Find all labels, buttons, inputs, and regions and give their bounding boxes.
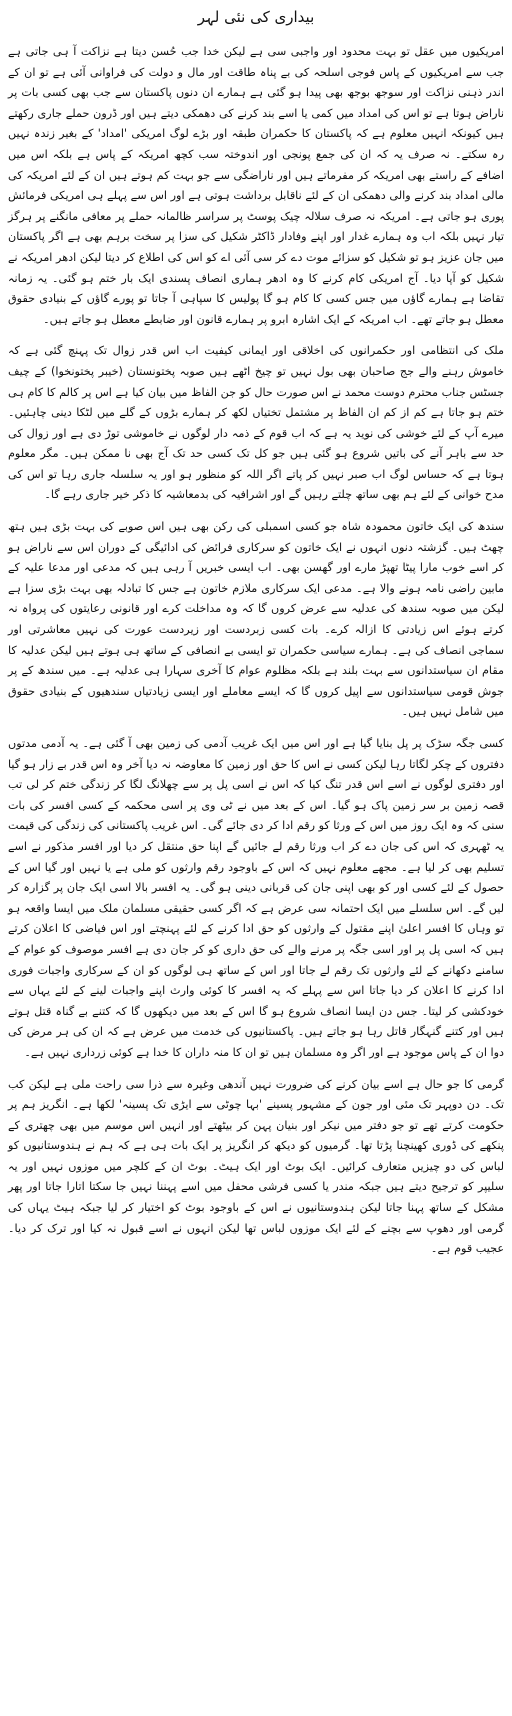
article-paragraph: کسی جگہ سڑک پر پل بنایا گیا ہے اور اس میں ایک غریب آدمی کی زمین بھی آ گئی ہے۔ یہ آدمی مدتوں دفتروں کے چکر لگاتا رہا لیکن کسی نے اس کا حق اور زمین کا معاوضہ نہ دیا آخر وہ اس قدر بے زار ہو گیا اور دفتری لوگوں نے اسے اس قدر تنگ کیا کہ اس نے اسی پل پر سے چھلانگ لگا کر زندگی ختم کر لی تب قصہ زمین بر سر زمین پاک ہو گیا۔ اس کے بعد میں نے ٹی وی پر اسی محکمہ کے کسی افسر کی بات سنی کہ وہ ایک روز میں اس کے ورثا کو رقم ادا کر دی جائے گی۔ اس غریب پاکستانی کی زندگی کی قیمت یہ ٹھہری کہ اس کی جان دے کر اب ورثا رقم لے جائیں گے اپنا حق منتقل کر دیا اور افسر مذکور نے اسے تسلیم بھی کر لیا ہے۔ مجھے معلوم نہیں کہ اس کے باوجود رقم وارثوں کو ملی ہے یا نہیں اور گیا اس کے حصول کے لئے کسی اور کو بھی اپنی جان کی قربانی دینی ہو گی۔ یہ افسر بالا اسی ایک جان پر گزارہ کر لیں گے۔ اس سلسلے میں ایک احتمانہ سی عرض ہے کہ اگر کسی حقیقی مسلمان ملک میں ایسا واقعہ ہو تو وہاں کا افسر اعلیٰ اپنے مقتول کے وارثوں کو حق ادا کرنے کے لئے پہنچتے اور اس فیاضی کا اعلان کرتے ہیں کہ اسی پل پر اور اسی جگہ پر مرنے والے کی حق داری کو کر جان دی ہے افسر موصوف کو عوام کے سامنے دکھانے کے لئے وارثوں تک رقم لے جاتا اور اس کے ساتھ ہی لوگوں کو ان کے سرکاری واجبات فوری ادا کرنے کا اعلان کر دیا جاتا اس سے پہلے کہ یہ افسر کا کوئی وارث اپنے واجبات لینے کے لئے یہاں سے خودکشی کر لیتا۔ جس دن ایسا انصاف شروع ہو گا اس کے بعد میں دیکھوں گا کہ کتنے بے گناہ قتل ہوتے ہیں اور کتنے گنہگار قاتل رہا ہو جاتے ہیں۔ پاکستانیوں کی خدمت میں عرض ہے کہ ان کی ہر مرض کی دوا ان کے پاس موجود ہے اور اگر وہ مسلمان ہیں تو ان کا منہ داران کا خدا ہے کوئی زرداری نہیں ہے۔	[8, 737, 504, 1059]
article-paragraph: امریکیوں میں عقل تو بہت محدود اور واجبی سی ہے لیکن خدا جب حُسن دیتا ہے نزاکت آ ہی جاتی ہے جب سے امریکیوں کے پاس فوجی اسلحہ کی بے پناہ طاقت اور مال و دولت کی فراوانی آئی ہے تو ان کے اندر ذہنی نزاکت اور سوجھ بوجھ بھی پیدا ہو گئی ہے ہمارے ان دنوں پاکستان سے جب بھی کسی بات پر ناراض ہوتا ہے تو اس کی امداد میں کمی یا اسے بند کرنے کی دھمکی دیتے ہیں اور ڈرون حملے جاری رکھتے ہیں کیونکہ انہیں معلوم ہے کہ پاکستان کا حکمران طبقہ اور بڑے لوگ امریکی 'امداد' کے بغیر زندہ نہیں رہ سکتے۔ نہ صرف یہ کہ ان کی جمع پونجی اور اندوختہ سب کچھ امریکہ کے پاس ہے بلکہ اس میں اضافے کے راستے بھی امریکہ کر مفرماتے ہیں اور ناراضگی سے جو بہت کم ہوتے ہیں ان کے لئے امریکہ کی مالی امداد بند کرنے والی دھمکی ان کے لئے ناقابل برداشت ہوتی ہے اور اس سے پہلے ہی امریکی فرمائش پوری ہو جاتی ہے۔ امریکہ نہ صرف سلالہ چیک پوسٹ پر سراسر ظالمانہ حملے پر معافی مانگنے پر ہرگز تیار نہیں بلکہ اب وہ ہمارے غدار اور اپنے وفادار ڈاکٹر شکیل کی سزا پر سخت برہم بھی ہے اگر پاکستان میں جان عزیز ہو تو شکیل کو سزائے موت دے کر سی آئی اے کو اس کی اطلاع کر دیتا لیکن ادھر امریکہ نے شکیل کو آپا دیا۔ آج امریکی کام کرنے کا وہ ادھر ہماری انصاف پسندی ایک بار ختم ہو گئی۔ یہ زمانہ تقاضا ہے ہمارے گاؤں میں جس کسی کا کام ہو گا پولیس کا سپاہی آ جاتا تو پورے گاؤں کے بنیادی حقوق معطل ہو جاتے تھے۔ اب امریکہ کے ایک اشارہ ابرو پر ہمارے قانون اور ضابطے معطل ہو جاتے ہیں۔	[8, 45, 504, 326]
article-paragraph: ملک کی انتظامی اور حکمرانوں کی اخلاقی اور ایمانی کیفیت اب اس قدر زوال تک پہنچ گئی ہے کہ خاموش رہنے والے جج صاحبان بھی بول نہیں تو چیخ اٹھے ہیں صوبہ پختونستان (خیبر پختونخوا) کے چیف جسٹس جناب محترم دوست محمد نے اس صورت حال کو جن الفاظ میں بیان کیا ہے اس پر کالم کا کام ہی ختم ہو جاتا ہے کم از کم ان الفاظ پر مشتمل تختیاں لکھ کر ہمارے بڑوں کے گلے میں لٹکا دینی چاہئیں۔ میرے آپ کے لئے خوشی کی نوید یہ ہے کہ اب قوم کے ذمہ دار لوگوں نے خاموشی توڑ دی ہے اور زوال کی حد سے باہر آنے کی باتیں شروع ہو گئی ہیں جو کل تک کسی حد تک آج بھی نا ممکن ہیں۔ مگر معلوم ہوتا ہے کہ حساس لوگ اب صبر نہیں کر پاتے اگر اللہ کو منظور ہو اور یہ سلسلہ جاری رہا تو اس کی مدح خوانی کے لئے ہم بھی ساتھ چلتے رہیں گے اور اشرافیہ کی بدمعاشیہ کا ذکر خیر جاری رہے گا۔	[8, 344, 504, 502]
article-body	[8, 42, 504, 1260]
article-paragraph: سندھ کی ایک خاتون محمودہ شاہ جو کسی اسمبلی کی رکن بھی ہیں اس صوبے کی بہت بڑی ہیں ہتھ چھٹ ہیں۔ گزشتہ دنوں انہوں نے ایک خاتون کو سرکاری فرائض کی ادائیگی کے دوران اس سے ناراض ہو کر اسے خوب مارا پیٹا تھپڑ مارے اور گھسن بھی۔ اب ایسی خبریں آ رہی ہیں کہ مدعی اور مدعا علیہ کے مابین راضی نامہ ہونے والا ہے۔ مدعی ایک سرکاری ملازم خاتون ہے جس کا تبادلہ بھی بہت بڑی سزا ہے لیکن میں صوبہ سندھ کی عدلیہ سے عرض کروں گا کہ وہ مداخلت کرے اور قانونی رعایتوں کی پرواہ نہ کرتے ہوئے اس زیادتی کا ازالہ کرے۔ بات کسی زبردست اور زیردست عورت کی نہیں معاشرتی اور سماجی انصاف کی ہے۔ ہمارے سیاسی حکمران تو ایسی بے انصافی کے ساتھ ہی ہوتے ہیں لیکن عدلیہ کا مقام ان سیاستدانوں سے بہت بلند ہے بلکہ مظلوم عوام کا آخری سہارا ہی عدلیہ ہے۔ میں سندھ کے پر جوش قومی سیاستدانوں سے اپیل کروں گا کہ ایسے معاملے اور ایسی زیادتیاں سندھیوں کے بنیادی حقوق میں شامل نہیں ہیں۔	[8, 520, 504, 719]
article-paragraph: گرمی کا جو حال ہے اسے بیان کرنے کی ضرورت نہیں آندھی وغیرہ سے ذرا سی راحت ملی ہے لیکن کب تک۔ دن دوپہر تک مئی اور جون کے مشہور پسینے 'بہا چوٹی سے ایڑی تک پسینہ' لکھا ہے۔ انگریز ہم پر حکومت کرتے تھے تو جو دفتر میں نیکر اور بنیان پہن کر بیٹھتے اور انہیں اس موسم میں بھی چھتری کے پنکھے کی ڈوری کھینچنا پڑتا تھا۔ گرمیوں کو دیکھ کر انگریز پر ایک بات ہی ہے کہ ہم نے ہندوستانیوں کو لباس کی دو چیزیں متعارف کرائیں۔ ایک بوٹ اور ایک ہیٹ۔ بوٹ ان کے کلچر میں موزوں نہیں اور یہ سلیپر کو ترجیح دیتے ہیں جبکہ مندر یا کسی فرشی محفل میں اسے پہننا نہیں جا سکتا اتارا جاتا اور پھر مشکل کے ساتھ پہنا جاتا لیکن ہندوستانیوں نے اس کے باوجود بوٹ کو اختیار کر لیا جبکہ ہیٹ یہاں کی گرمی اور دھوپ سے بچنے کے لئے ایک موزوں لباس تھا لیکن انہوں نے اسے قبول نہ کیا اور ترک کر دیا۔ عجیب قوم ہے۔	[8, 1077, 504, 1256]
article-title: بیداری کی نئی لہر	[197, 8, 315, 26]
